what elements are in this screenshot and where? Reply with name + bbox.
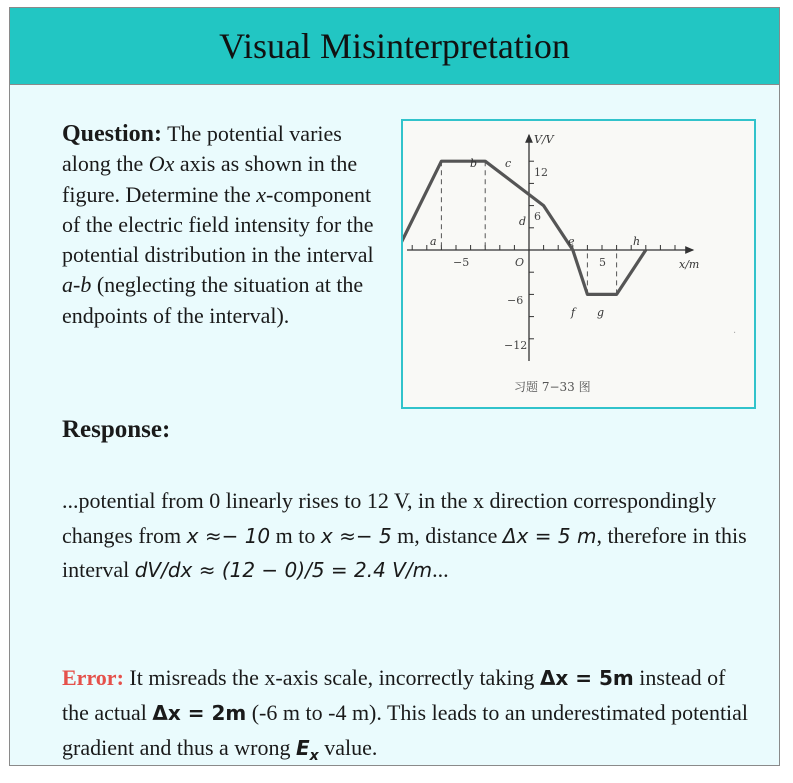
x-tick-5: 5 [599, 256, 606, 269]
header [10, 8, 779, 85]
question-part: axis as shown in the figure. Determine the [62, 151, 358, 207]
point-label-f: f [571, 306, 576, 319]
question-label: Question: [62, 121, 163, 147]
potential-figure [401, 119, 756, 409]
question-part: -component of the electric field intensity for the potential distribution in the interval [62, 181, 374, 268]
stray-mark: · [733, 328, 737, 339]
error-text [62, 661, 752, 773]
response-part: m to [270, 522, 321, 548]
point-label-d: d [519, 215, 527, 228]
x-tick-neg5: −5 [453, 256, 470, 269]
error-part: (-6 m to -4 m). This leads to an underestimated potential gradient and thus a wrong [62, 699, 749, 760]
page-title: Visual Misinterpretation [219, 26, 570, 66]
response-heading: Response: [62, 416, 171, 443]
error-label: Error: [62, 665, 124, 690]
y-tick-neg12: −12 [504, 339, 528, 352]
question-x: x [256, 181, 267, 207]
response-part: ...potential from 0 linearly rises to 12 V, in the x direction correspondingly changes from [62, 488, 717, 548]
response-part: , therefore in this interval [62, 522, 747, 582]
question-part: (neglecting the situation at the endpoints of the interval). [62, 272, 364, 328]
response-part: m, distance [391, 522, 503, 548]
point-label-e: e [568, 235, 575, 248]
figure-caption: 习题 7−33 图 [514, 380, 591, 394]
response-text [62, 484, 752, 588]
error-math: Δx = 2m [152, 700, 247, 725]
card [9, 7, 780, 766]
y-tick-neg6: −6 [507, 294, 524, 307]
error-part: instead of the actual [62, 665, 726, 725]
response-part: ... [432, 557, 449, 582]
question-dash: - [73, 272, 81, 298]
potential-graph [403, 121, 754, 407]
error-math-e: E [296, 735, 310, 760]
point-label-b: b [470, 157, 478, 170]
point-label-a: a [430, 235, 437, 248]
response-math: Δx = 5 m [502, 523, 597, 548]
error-math-sub: x [309, 747, 319, 764]
response-math: x ≈− 10 [186, 523, 271, 548]
response-math: x ≈− 5 [320, 523, 392, 548]
point-label-g: g [597, 306, 605, 319]
y-tick-12: 12 [534, 166, 548, 179]
response-math: dV/dx ≈ (12 − 0)/5 = 2.4 V/m [134, 558, 433, 582]
question-text [62, 119, 384, 331]
origin-label: O [515, 256, 525, 269]
error-math-ex [296, 735, 319, 764]
error-part: value. [318, 734, 378, 760]
question-part: The potential varies along the [62, 121, 342, 177]
error-math: Δx = 5m [539, 666, 634, 690]
question-a: a [62, 272, 73, 298]
point-label-c: c [505, 157, 512, 170]
y-tick-6: 6 [534, 210, 541, 223]
y-axis-label: V/V [534, 133, 554, 146]
question-ox: Ox [148, 151, 175, 177]
point-label-h: h [633, 235, 641, 248]
question-b: b [80, 272, 92, 298]
x-axis-label: x/m [679, 258, 700, 271]
error-part: It misreads the x-axis scale, incorrectly taking [123, 665, 540, 690]
